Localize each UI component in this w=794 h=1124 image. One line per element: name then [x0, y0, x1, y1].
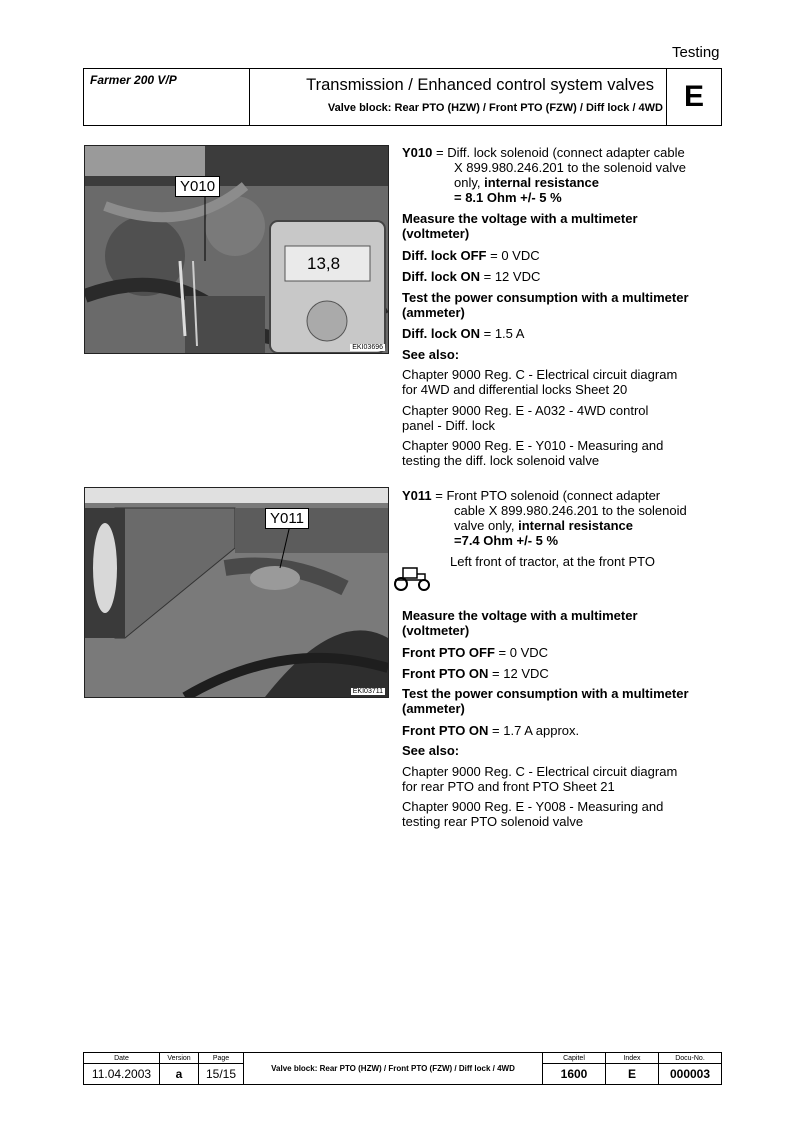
y011-off-value: Front PTO OFF = 0 VDC: [402, 645, 549, 660]
tractor-icon: [391, 562, 435, 592]
y011-see-also: See also:: [402, 743, 460, 758]
header-box: [83, 68, 722, 126]
y010-measure-current: Test the power consumption with a multimeter (ammeter): [402, 290, 689, 320]
footer-docu: 000003: [659, 1064, 722, 1085]
y011-resistance: =7.4 Ohm +/- 5 %: [454, 533, 559, 548]
footer-index: E: [606, 1064, 659, 1085]
y010-id: Y010: [402, 145, 433, 160]
y011-description: Y011 = Front PTO solenoid (connect adapter cable X 899.980.246.201 to the solenoid valve only, internal resistance =7.4 Ohm +/- 5 %: [402, 488, 687, 548]
chapter-index: E: [683, 80, 704, 113]
photo-front-pto-image: [85, 488, 388, 697]
callout-y011: Y011: [265, 508, 309, 529]
y011-ref-2: Chapter 9000 Reg. E - Y008 - Measuring and testing rear PTO solenoid valve: [402, 799, 664, 829]
y010-off-value: Diff. lock OFF = 0 VDC: [402, 248, 540, 263]
callout-y010: Y010: [175, 176, 220, 197]
y011-location: Left front of tractor, at the front PTO: [450, 554, 655, 569]
photo-code: EKI03711: [352, 688, 383, 695]
y011-on-value: Front PTO ON = 12 VDC: [402, 666, 549, 681]
page-subtitle: Valve block: Rear PTO (HZW) / Front PTO (FZW) / Diff lock / 4WD: [327, 102, 663, 114]
footer-page: 15/15: [199, 1064, 244, 1085]
footer-page-label: Page: [199, 1053, 244, 1064]
multimeter-display: 13,8: [307, 254, 341, 273]
y010-measure-voltage: Measure the voltage with a multimeter (voltmeter): [402, 211, 638, 241]
photo-front-pto-solenoid: [84, 487, 389, 698]
footer-table: [83, 1052, 722, 1085]
photo-diff-lock-image: [85, 146, 388, 353]
y011-measure-current: Test the power consumption with a multimeter (ammeter): [402, 686, 689, 716]
y010-current-value: Diff. lock ON = 1.5 A: [402, 326, 525, 341]
y010-ref-1: Chapter 9000 Reg. C - Electrical circuit diagram for 4WD and differential locks Sheet 20: [402, 367, 678, 397]
section-label: Testing: [672, 44, 720, 61]
y011-ref-1: Chapter 9000 Reg. C - Electrical circuit diagram for rear PTO and front PTO Sheet 21: [402, 764, 678, 794]
y010-see-also: See also:: [402, 347, 460, 362]
y010-on-value: Diff. lock ON = 12 VDC: [402, 269, 541, 284]
y010-resistance: = 8.1 Ohm +/- 5 %: [454, 190, 562, 205]
footer-date-label: Date: [84, 1053, 160, 1064]
footer-capitel-label: Capitel: [543, 1053, 606, 1064]
footer-capitel: 1600: [543, 1064, 606, 1085]
y010-description: Y010 = Diff. lock solenoid (connect adapter cable X 899.980.246.201 to the solenoid valve only, internal resistance = 8.1 Ohm +/- 5 %: [402, 145, 687, 205]
y011-measure-voltage: Measure the voltage with a multimeter (voltmeter): [402, 608, 638, 638]
y011-current-value: Front PTO ON = 1.7 A approx.: [402, 723, 580, 738]
y011-id: Y011: [402, 488, 432, 503]
photo-code: EKI03696: [352, 344, 383, 351]
header-title-cell: [250, 69, 667, 125]
y010-ref-2: Chapter 9000 Reg. E - A032 - 4WD control panel - Diff. lock: [402, 403, 649, 433]
footer-version-label: Version: [160, 1053, 199, 1064]
photo-diff-lock-solenoid: [84, 145, 389, 354]
page-title: Transmission / Enhanced control system valves: [306, 76, 654, 94]
footer-title: Valve block: Rear PTO (HZW) / Front PTO (FZW) / Diff lock / 4WD: [244, 1053, 543, 1085]
footer-date: 11.04.2003: [84, 1064, 160, 1085]
footer-docu-label: Docu-No.: [659, 1053, 722, 1064]
footer-index-label: Index: [606, 1053, 659, 1064]
model-name: Farmer 200 V/P: [84, 69, 250, 125]
y010-ref-3: Chapter 9000 Reg. E - Y010 - Measuring and testing the diff. lock solenoid valve: [402, 438, 664, 468]
footer-version: a: [160, 1064, 199, 1085]
